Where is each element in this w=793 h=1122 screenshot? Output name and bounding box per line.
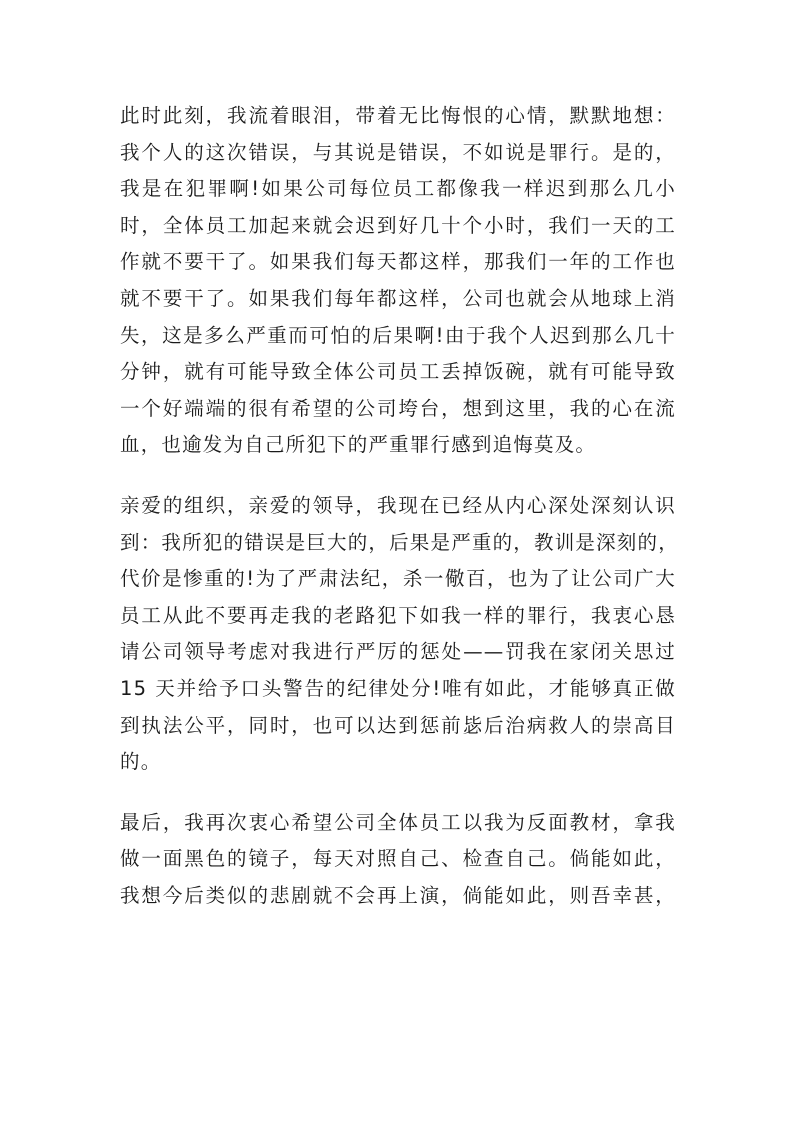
text-line: 分钟，就有可能导致全体公司员工丢掉饭碗，就有可能导致 <box>120 360 676 384</box>
text-line: 作就不要干了。如果我们每天都这样，那我们一年的工作也 <box>120 250 676 274</box>
text-line: 失，这是多么严重而可怕的后果啊!由于我个人迟到那么几十 <box>120 323 676 347</box>
text-line: 就不要干了。如果我们每年都这样，公司也就会从地球上消 <box>120 286 676 310</box>
text-line: 此时此刻，我流着眼泪，带着无比悔恨的心情，默默地想： <box>120 104 676 127</box>
text-line: 亲爱的组织，亲爱的领导，我现在已经从内心深处深刻认识 <box>120 493 676 517</box>
text-line: 我个人的这次错误，与其说是错误，不如说是罪行。是的， <box>120 140 676 164</box>
text-line: 一个好端端的很有希望的公司垮台，想到这里，我的心在流 <box>120 396 676 420</box>
paragraph-1 <box>120 98 676 464</box>
text-line: 我想今后类似的悲剧就不会再上演，倘能如此，则吾幸甚， <box>120 883 676 907</box>
paragraph-3 <box>120 805 676 915</box>
text-line: 到执法公平，同时，也可以达到惩前毖后治病救人的崇高目 <box>120 713 676 737</box>
text-line: 做一面黑色的镜子，每天对照自己、检查自己。倘能如此， <box>120 847 676 871</box>
text-line: 最后，我再次衷心希望公司全体员工以我为反面教材，拿我 <box>120 810 676 834</box>
paragraph-2 <box>120 488 679 781</box>
text-line: 15 天并给予口头警告的纪律处分!唯有如此，才能够真正做 <box>120 676 676 700</box>
text-line: 血，也逾发为自己所犯下的严重罪行感到追悔莫及。 <box>120 433 597 457</box>
text-line: 员工从此不要再走我的老路犯下如我一样的罪行，我衷心恳 <box>120 603 676 627</box>
text-line: 的。 <box>120 750 162 774</box>
text-line: 我是在犯罪啊!如果公司每位员工都像我一样迟到那么几小 <box>120 177 676 201</box>
text-line: 请公司领导考虑对我进行严厉的惩处——罚我在家闭关思过 <box>120 640 676 664</box>
text-line: 时，全体员工加起来就会迟到好几十个小时，我们一天的工 <box>120 213 676 237</box>
document-page <box>120 98 679 938</box>
text-line: 到：我所犯的错误是巨大的，后果是严重的，教训是深刻的， <box>120 530 679 554</box>
text-line: 代价是惨重的!为了严肃法纪，杀一儆百，也为了让公司广大 <box>120 567 676 591</box>
